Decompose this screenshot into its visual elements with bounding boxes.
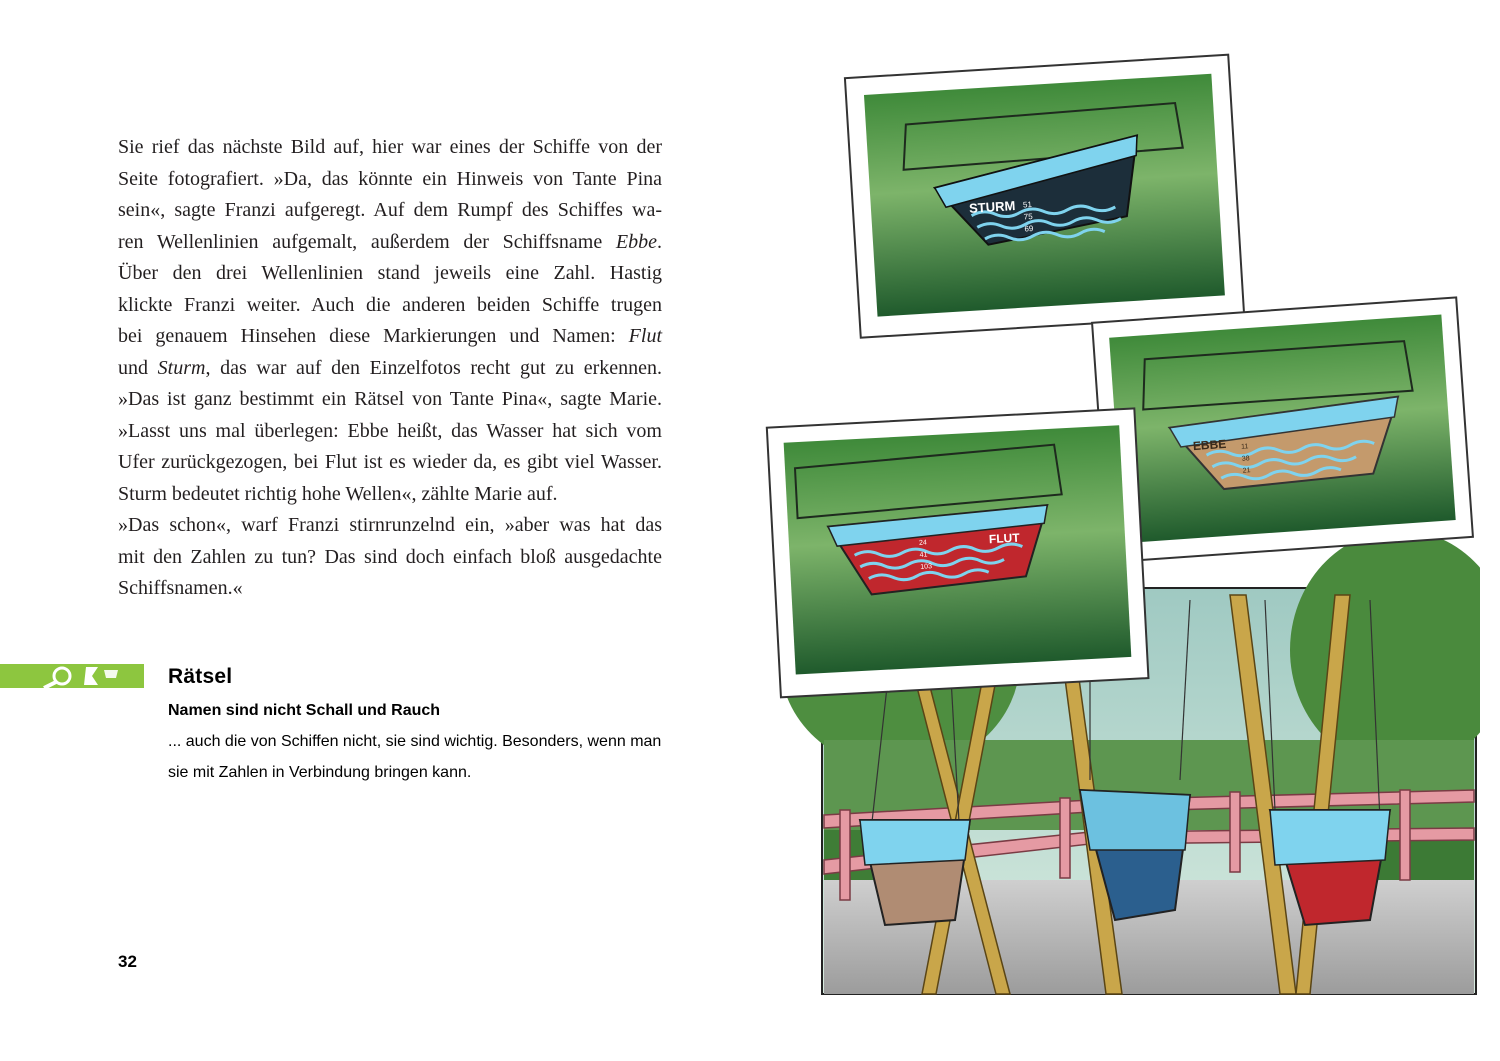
story-line: klickte Franzi weiter. Auch die anderen beiden Schiffe trugen	[118, 293, 662, 316]
story-line: Schiffsnamen.«	[118, 577, 243, 599]
story-fragment: .	[657, 230, 662, 253]
story-fragment: bei genauem Hinsehen diese Markierungen und Namen:	[118, 325, 616, 347]
photo-sturm	[845, 55, 1244, 338]
story-text	[118, 132, 662, 605]
story-emphasis: Sturm	[157, 356, 206, 379]
ebbe-number: 21	[1242, 467, 1251, 475]
page-number: 32	[118, 952, 137, 971]
story-line: Über den drei Wellenlinien stand jeweils eine Zahl. Hastig	[118, 262, 662, 284]
riddle-body-line: sie mit Zahlen in Verbindung bringen kann.	[168, 764, 472, 781]
story-line: »Das schon«, warf Franzi stirnrunzelnd ein, »aber was hat das	[118, 514, 662, 536]
story-line: Seite fotografiert. »Da, das könnte ein Hinweis von Tante Pina	[118, 167, 662, 190]
riddle-title: Rätsel	[168, 665, 233, 688]
story-line: mit den Zahlen zu tun? Das sind doch einfach bloß ausgedachte	[118, 545, 662, 568]
illustration	[760, 20, 1480, 1010]
ebbe-number: 38	[1241, 455, 1250, 463]
story-fragment: , das war auf den Einzelfotos recht gut zu erkennen.	[205, 356, 662, 379]
flut-number: 41	[919, 551, 928, 559]
story-line: »Das ist ganz bestimmt ein Rätsel von Tante Pina«, sagte Marie.	[118, 388, 662, 410]
riddle-marker-stripe	[0, 664, 144, 688]
story-emphasis: Ebbe	[615, 230, 657, 253]
story-line	[118, 353, 662, 385]
ebbe-number: 11	[1240, 443, 1249, 451]
photo-ebbe	[1092, 297, 1473, 562]
story-line	[118, 227, 662, 259]
riddle-subtitle: Namen sind nicht Schall und Rauch	[168, 702, 441, 719]
sturm-name-label: STURM	[968, 198, 1016, 216]
riddle-body	[168, 726, 668, 788]
story-emphasis: Flut	[628, 325, 663, 347]
riddle-box	[168, 664, 668, 788]
flut-number: 24	[918, 539, 928, 547]
flut-number: 103	[920, 563, 933, 571]
sturm-number: 51	[1022, 199, 1033, 210]
sturm-number: 75	[1023, 211, 1033, 222]
story-line: sein«, sagte Franzi aufgeregt. Auf dem Rumpf des Schiffes wa-	[118, 199, 662, 221]
riddle-body-line: ... auch die von Schiffen nicht, sie sind wichtig. Besonders, wenn man	[168, 733, 662, 750]
ebbe-name-label: EBBE	[1192, 436, 1227, 454]
sturm-number: 69	[1024, 223, 1034, 234]
story-line	[118, 321, 662, 353]
flut-name-label: FLUT	[988, 530, 1020, 547]
story-line: »Lasst uns mal überlegen: Ebbe heißt, das Wasser hat sich vom	[118, 419, 662, 442]
story-fragment: ren Wellenlinien aufgemalt, außerdem der Schiffsname	[118, 230, 603, 253]
story-line: Sie rief das nächste Bild auf, hier war eines der Schiffe von der	[118, 136, 662, 158]
story-line: Sturm bedeutet richtig hohe Wellen«, zählte Marie auf.	[118, 482, 558, 505]
story-fragment: und	[118, 356, 148, 379]
story-line: Ufer zurückgezogen, bei Flut ist es wieder da, es gibt viel Wasser.	[118, 451, 662, 473]
photo-flut	[767, 408, 1149, 697]
